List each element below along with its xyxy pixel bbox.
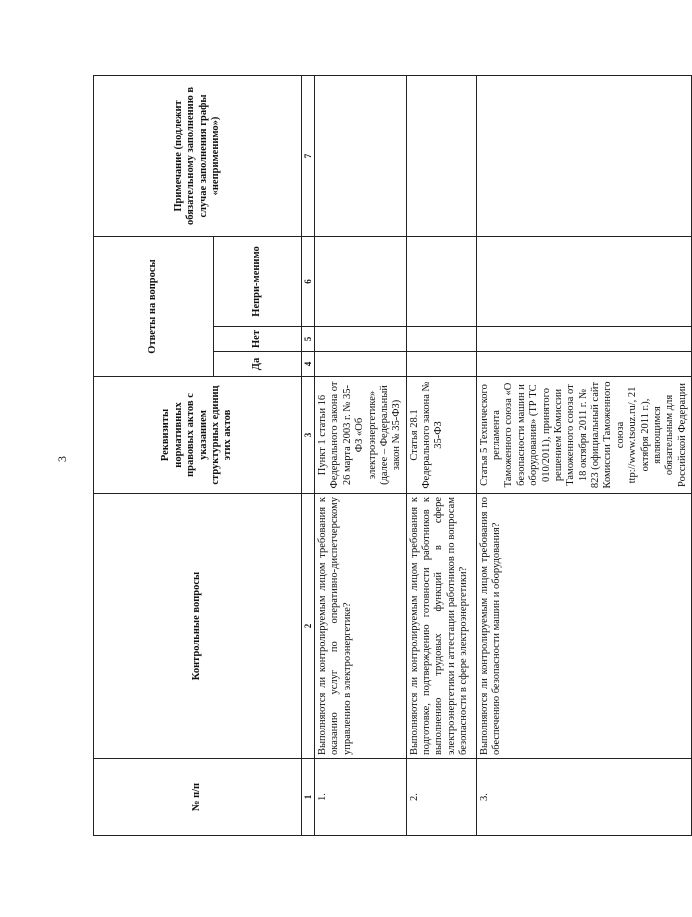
- header-na: Непри-менимо: [214, 236, 302, 326]
- row-number: 1.: [315, 759, 407, 836]
- reference-text: Статья 5 Технического регламента Таможенного союза «О безопасности машин и оборудования» (ТР ТС 010/2011), принятого решением Комиссии Таможенного союза от 18 октября 2011 г. № 823 (официальный сайт Комиссии Таможенного союза ttp://www.tsouz.ru/, 21 октября 2011 г.), являющимся обязательным для Российской Федерации: [476, 377, 691, 494]
- column-number: 5: [302, 327, 315, 352]
- column-number: 1: [302, 759, 315, 836]
- table-row: [315, 75, 407, 835]
- answer-no-cell[interactable]: [406, 327, 476, 352]
- header-answers: Ответы на вопросы: [94, 236, 214, 376]
- row-number: 2.: [406, 759, 476, 836]
- rotated-table-container: [93, 76, 688, 836]
- table-row: [476, 75, 691, 835]
- answer-no-cell[interactable]: [476, 327, 691, 352]
- note-cell[interactable]: [476, 75, 691, 236]
- answer-na-cell[interactable]: [315, 236, 407, 326]
- page-number: 3: [55, 456, 69, 462]
- note-cell[interactable]: [406, 75, 476, 236]
- answer-no-cell[interactable]: [315, 327, 407, 352]
- header-requisites: Реквизиты нормативных правовых актов с указанием структурных единиц этих актов: [94, 377, 302, 494]
- header-no: Нет: [214, 327, 302, 352]
- header-yes: Да: [214, 352, 302, 377]
- question-text: Выполняются ли контролируемым лицом требования к подготовке, подтверждению готовности работников к выполнению трудовых функций в сфере электроэнергетики и аттестации работников по вопросам безопасности в сфере электроэнергетики?: [406, 494, 476, 759]
- answer-na-cell[interactable]: [476, 236, 691, 326]
- column-number: 7: [302, 75, 315, 236]
- table-row: [406, 75, 476, 835]
- note-cell[interactable]: [315, 75, 407, 236]
- header-num: № п/п: [94, 759, 302, 836]
- answer-yes-cell[interactable]: [406, 352, 476, 377]
- answer-na-cell[interactable]: [406, 236, 476, 326]
- checklist-table: [93, 75, 692, 836]
- column-number: 2: [302, 494, 315, 759]
- question-text: Выполняются ли контролируемым лицом требования к оказанию услуг по оперативно-диспетчерскому управлению в электроэнергетике?: [315, 494, 407, 759]
- reference-text: Статья 28.1 Федерального закона № 35-ФЗ: [406, 377, 476, 494]
- header-questions: Контрольные вопросы: [94, 494, 302, 759]
- header-note: Примечание (подлежит обязательному заполнению в случае заполнения графы «неприменимо»): [94, 75, 302, 236]
- column-number: 6: [302, 236, 315, 326]
- column-number: 3: [302, 377, 315, 494]
- reference-text: Пункт 1 статьи 16 Федерального закона от 26 марта 2003 г. № 35-ФЗ «Об электроэнергетике» (далее – Федеральный закон № 35-ФЗ): [315, 377, 407, 494]
- column-numbers-row: [302, 75, 315, 835]
- question-text: Выполняются ли контролируемым лицом требования по обеспечению безопасности машин и оборудования?: [476, 494, 691, 759]
- column-number: 4: [302, 352, 315, 377]
- answer-yes-cell[interactable]: [476, 352, 691, 377]
- row-number: 3.: [476, 759, 691, 836]
- answer-yes-cell[interactable]: [315, 352, 407, 377]
